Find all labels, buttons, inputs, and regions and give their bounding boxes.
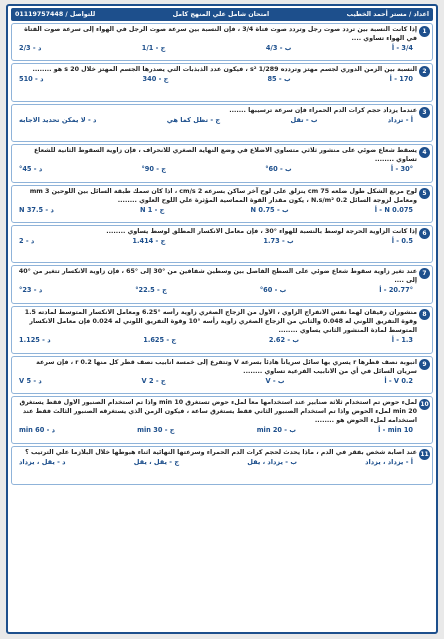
answer-choice[interactable]: ج - 1.625 [143,335,177,344]
answer-choice[interactable]: د - 2/3 [19,44,42,52]
answer-choice[interactable]: ب - 0.75 N [250,205,289,214]
answer-choice[interactable]: 10 min - أ [378,426,413,435]
answer-choice[interactable]: 170 - أ [389,75,413,84]
answer-choice[interactable]: ج - 1.414 [132,236,166,245]
answer-choices [15,74,417,84]
question-text: إذا كانت الزاوية الحرجة لوسط بالنسبة للهواء °30 ، فإن معامل الانكسار المطلق لوسط يساوي ........ [106,227,417,235]
answer-choices [15,205,417,215]
question-number: 1 [419,26,430,37]
answer-choice[interactable]: ب - تقل [290,115,318,124]
answer-choice[interactable]: ج - 30 min [137,426,175,435]
answer-choices [15,115,417,125]
answer-choice[interactable]: ب - 60° [259,286,287,295]
answer-choice[interactable]: د - 5 V [19,376,42,385]
question-block [11,185,433,223]
answer-choice[interactable]: ج - 22.5° [135,286,167,295]
answer-choice[interactable]: 0.5 - أ [391,236,413,245]
question-number: 4 [419,147,430,158]
answer-choice[interactable]: أ - تزداد [387,115,413,124]
question-text: لملء حوض تم استخدام ثلاثة صنابير عند استخدامها معاً لملء حوض تستغرق min 10 واذا تم استخدام الصنبور الاول فقط يستغرق min 20 لملء الحوض واذا تم استخدام الصنبور الثاني فقط يستغرق ساعة ، فيكون الزمن الذي يستغرقه الصنبور الثالث فقط عند استخدامه لملء الحوض هو ........ [19,399,417,425]
question-number: 10 [420,401,429,409]
answer-choice[interactable]: د - 1.125 [19,335,51,344]
question-number: 8 [419,309,430,320]
answer-choice[interactable]: د - يقل ، يزداد [19,458,66,467]
answer-choices [15,335,417,345]
question-text: انبوبة نصف قطرها r يسري بها سائل سرياناً هادئاً بسرعة V وتتفرع إلى خمسة انابيب نصف قطر كل منها 0.2 r ، فإن سرعة سريان السائل في أي من الانابيب الفرعية تساوي ........ [36,358,417,375]
answer-choice[interactable]: د - لا يمكن تحديد الاجابه [19,115,97,124]
question-block [11,446,433,484]
question-block [11,104,433,142]
question-text: إذا كانت النسبة بين تردد صوت رجل وتردد صوت فتاة 3/4 ، فإن النسبة بين سرعة صوت الرجل في الهواء إلى سرعة صوت الفتاة في الهواء تساوي .... [24,26,417,42]
answer-choice[interactable]: ب - 1.73 [263,236,294,245]
answer-choice[interactable]: د - 510 [19,75,44,84]
question-block [11,265,433,303]
answer-choice[interactable]: أ - يزداد ، يزداد [365,458,413,467]
answer-choice[interactable]: ب - 2.62 [268,335,300,344]
answer-choice[interactable]: د - 2 [19,236,35,245]
answer-choice[interactable]: د - 60 min [19,426,56,435]
contact-label: للتواصل / 01119757448 [15,11,96,18]
question-number: 3 [419,107,430,118]
exam-title: امتحان شامل علي المنهج كامل [172,11,270,18]
question-text: عند اصابة شخص بفقر في الدم ، ماذا يحدث لحجم كرات الدم الحمراء وسرعتها النهائية اثناء هبوطها خلال البلازما علي الترتيب ؟ [25,449,417,457]
answer-choice[interactable]: ج - 340 [142,75,169,84]
question-block [11,23,433,61]
answer-choice[interactable]: ج - 90° [141,165,167,174]
question-block [11,225,433,263]
question-number: 5 [419,188,430,199]
question-text: النسبة بين الزمن الدوري لجسم مهتز وتردده 1/289 s² ، فيكون عدد الذبذبات التي يصدرها الجسم المهتز خلال s 20 هو ........ [32,66,417,74]
answer-choice[interactable]: 30° - أ [390,165,413,174]
answer-choice[interactable]: 0.2 V - أ [384,376,413,385]
question-block [11,396,433,444]
answer-choice[interactable]: ب - 4/3 [265,44,292,52]
author-label: اعداد / مستر أحمد الخطيب [346,11,429,18]
answer-choice[interactable]: ب - يزداد ، يقل [247,458,297,467]
answer-choice[interactable]: ج - 1 N [139,205,165,214]
answer-choice[interactable]: ب - 20 min [256,426,296,435]
answer-choice[interactable]: ج - تظل كما هي [166,115,221,124]
answer-choices [15,236,417,246]
answer-choice[interactable]: ب - 60° [265,165,292,174]
answer-choice[interactable]: 3/4 - أ [391,44,413,52]
question-block [11,63,433,101]
answer-choice[interactable]: ج - 1/1 [141,44,166,52]
question-block [11,144,433,182]
answer-choices [15,376,417,386]
question-block [11,306,433,354]
answer-choice[interactable]: ج - 2 V [141,376,166,385]
question-block [11,356,433,394]
answer-choices [15,425,417,435]
question-number: 6 [419,228,430,239]
exam-header [11,8,433,21]
answer-choice[interactable]: د - 45° [19,165,43,174]
questions-list [11,23,433,485]
question-text: عند تغير زاوية سقوط شعاع ضوئي على السطح الفاصل بين وسطين شفافين من °30 إلى °65 ، فإن زاوية الانكسار تتغير من °40 إلى .... [18,268,417,285]
answer-choice[interactable]: 1.3 - أ [391,335,413,344]
question-number: 11 [420,451,429,459]
question-number: 7 [419,268,430,279]
answer-choice[interactable]: ب - V [265,376,285,385]
question-number: 9 [419,359,430,370]
answer-choices [15,43,417,53]
answer-choice[interactable]: ب - 85 [267,75,291,84]
question-number: 2 [419,66,430,77]
answer-choices [15,285,417,295]
answer-choices [15,457,417,467]
exam-page [6,4,438,634]
answer-choice[interactable]: 20.77° - أ [379,286,413,295]
answer-choice[interactable]: ج - يقل ، يقل [133,458,180,467]
answer-choices [15,164,417,174]
answer-choice[interactable]: د - 23° [19,286,43,295]
question-text: منشوران رقيقان لهما نفس الانفراج الزاوي ، الاول من الزجاج الصغري زاوية رأسه °6.25 ومعامل الانكسار المتوسط لمادته 1.5 وقوة التفريق اللوني له 0.048 والثاني من الزجاج الصغري زاوية رأسه °10 وقوة التفريق اللوني له 0.024 فإن معامل الانكسار المتوسط لمادة المنشور الثاني يساوي ........ [24,308,417,334]
question-text: يسقط شعاع ضوئي على منشور ثلاثي متساوي الاضلاع في وضع النهاية الصغري للانحراف ، فإن زاوية السقوط الثانية للشعاع تساوي ........ [33,147,417,164]
question-text: لوح مربع الشكل طول ضلعه cm 75 ينزلق على لوح آخر ساكن بسرعه cm/s 2 ، اذا كان سمك طبقة السائل بين اللوحين mm 3 ومعامل لزوجة السائل N.s/m² 0.2 ، يكون مقدار القوة المماسية المؤثرة علي اللوح العلوي ........ [29,187,417,204]
answer-choice[interactable]: 0.075 N - أ [374,205,413,214]
answer-choice[interactable]: د - 37.5 N [19,205,54,214]
question-text: عندما يزداد حجم كرات الدم الحمراء فإن سرعة ترسيبها ....... [229,106,417,114]
